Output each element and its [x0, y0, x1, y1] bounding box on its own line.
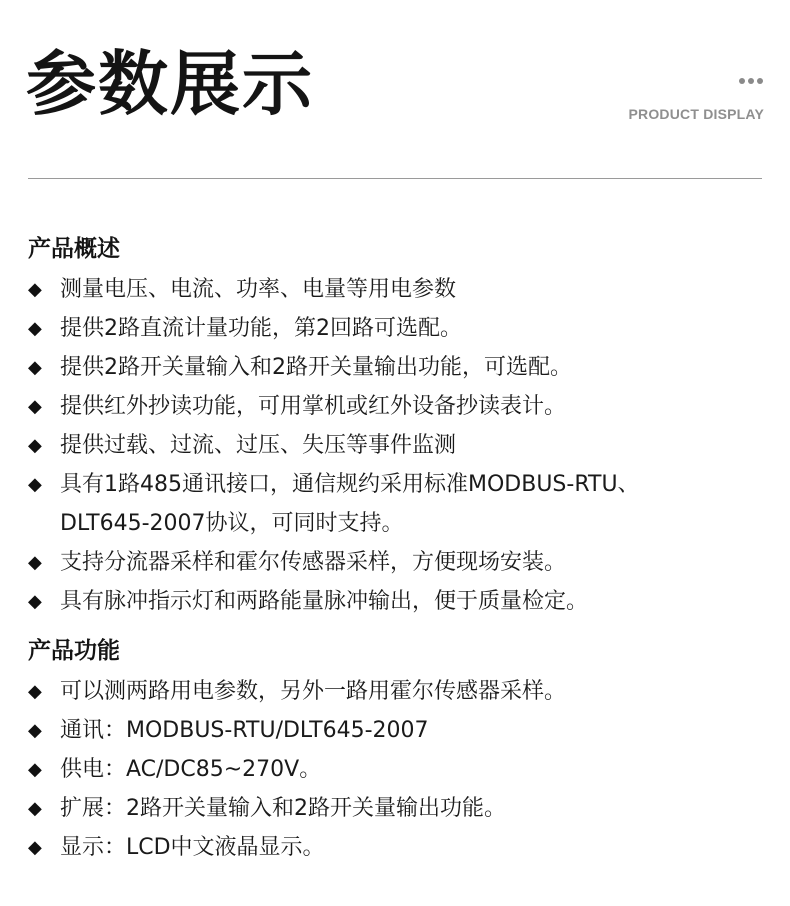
ellipsis-dot: [757, 78, 763, 84]
diamond-bullet-icon: ◆: [28, 396, 42, 417]
page-subtitle: PRODUCT DISPLAY: [628, 106, 764, 122]
diamond-bullet-icon: ◆: [28, 357, 42, 378]
list-item: [28, 387, 768, 426]
page-header: [0, 0, 790, 180]
list-item-text: 提供红外抄读功能，可用掌机或红外设备抄读表计。: [60, 394, 567, 419]
list-item-text: 提供2路直流计量功能，第2回路可选配。: [60, 316, 462, 341]
diamond-bullet-icon: ◆: [28, 681, 42, 702]
diamond-bullet-icon: ◆: [28, 318, 42, 339]
list-item: [28, 348, 768, 387]
overview-section: [28, 234, 768, 621]
diamond-bullet-icon: ◆: [28, 837, 42, 858]
list-item-text: 提供2路开关量输入和2路开关量输出功能，可选配。: [60, 355, 572, 380]
list-item-text: 可以测两路用电参数，另外一路用霍尔传感器采样。: [60, 679, 567, 704]
functions-title: 产品功能: [28, 638, 120, 664]
list-item-text: 显示：LCD中文液晶显示。: [60, 835, 325, 860]
diamond-bullet-icon: ◆: [28, 798, 42, 819]
list-item: [28, 465, 768, 543]
list-item-text: 扩展：2路开关量输入和2路开关量输出功能。: [60, 796, 506, 821]
diamond-bullet-icon: ◆: [28, 474, 42, 495]
list-item: [28, 789, 768, 828]
list-item: [28, 309, 768, 348]
diamond-bullet-icon: ◆: [28, 279, 42, 300]
page-title: 参数展示: [26, 43, 314, 125]
ellipsis-icon: [739, 78, 765, 86]
diamond-bullet-icon: ◆: [28, 759, 42, 780]
diamond-bullet-icon: ◆: [28, 720, 42, 741]
ellipsis-dot: [748, 78, 754, 84]
header-divider: [28, 178, 762, 179]
list-item-text: 具有脉冲指示灯和两路能量脉冲输出，便于质量检定。: [60, 589, 589, 614]
list-item: [28, 750, 768, 789]
list-item-text: 提供过载、过流、过压、失压等事件监测: [60, 433, 457, 458]
list-item: [28, 582, 768, 621]
list-item: [28, 672, 768, 711]
list-item-text: 具有1路485通讯接口，通信规约采用标准MODBUS-RTU、 DLT645-2007协议，可同时支持。: [60, 472, 640, 536]
list-item-text: 供电：AC/DC85~270V。: [60, 757, 322, 782]
diamond-bullet-icon: ◆: [28, 435, 42, 456]
list-item: [28, 543, 768, 582]
list-item: [28, 828, 768, 867]
list-item-text: 测量电压、电流、功率、电量等用电参数: [60, 277, 457, 302]
list-item: [28, 426, 768, 465]
overview-title: 产品概述: [28, 236, 120, 262]
functions-section: [28, 636, 768, 867]
diamond-bullet-icon: ◆: [28, 591, 42, 612]
list-item: [28, 270, 768, 309]
diamond-bullet-icon: ◆: [28, 552, 42, 573]
list-item-text: 通讯：MODBUS-RTU/DLT645-2007: [60, 718, 429, 743]
ellipsis-dot: [739, 78, 745, 84]
list-item: [28, 711, 768, 750]
list-item-text: 支持分流器采样和霍尔传感器采样，方便现场安装。: [60, 550, 567, 575]
